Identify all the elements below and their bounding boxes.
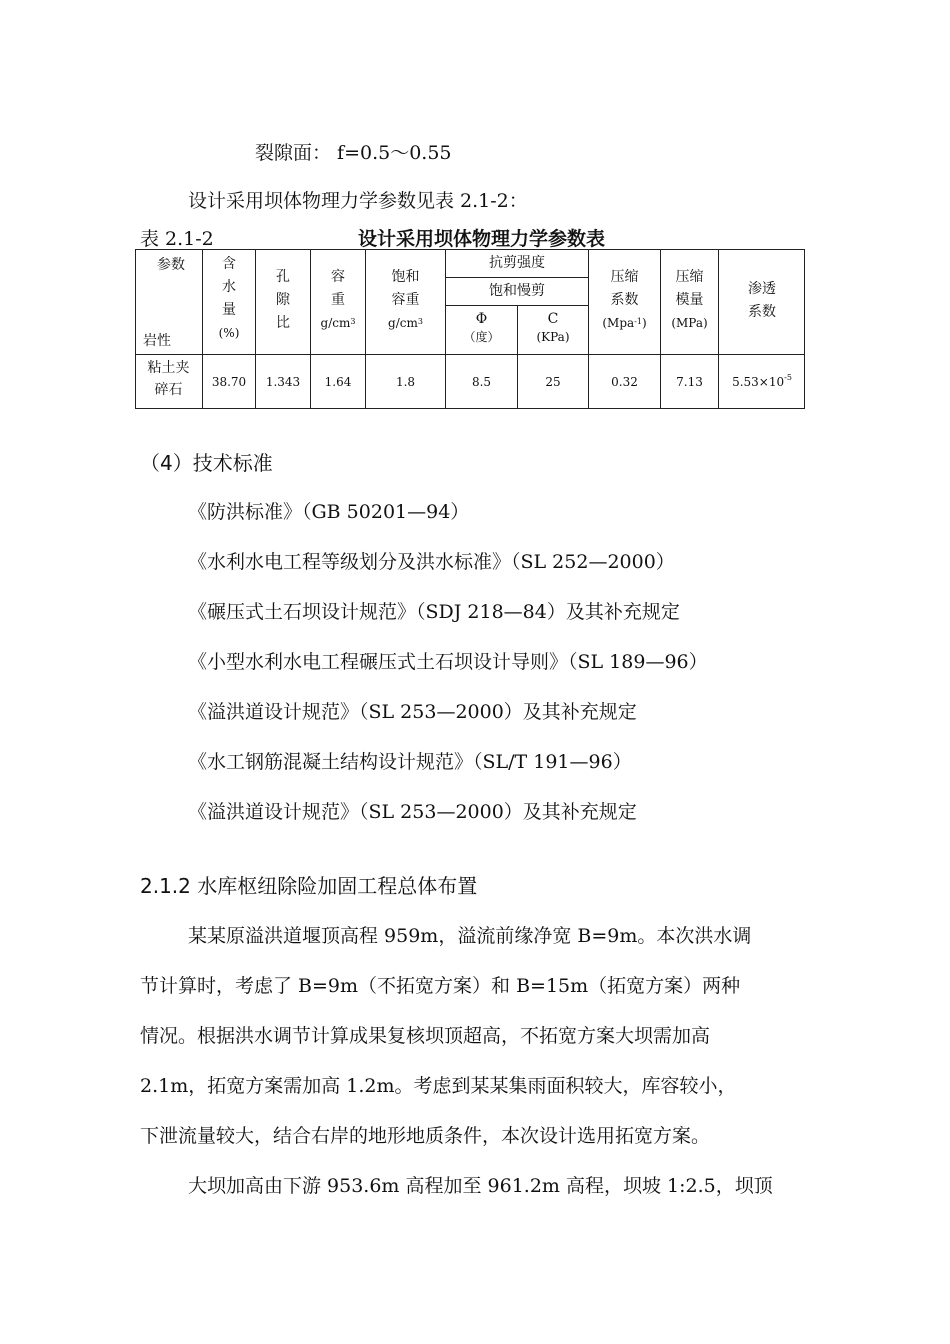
header-saturated-slow-shear: 饱和慢剪	[489, 283, 545, 299]
standard-item: 《碾压式土石坝设计规范》（SDJ 218—84）及其补充规定	[188, 601, 680, 623]
body-line: 下泄流量较大，结合右岸的地形地质条件，本次设计选用拓宽方案。	[140, 1125, 711, 1147]
cell-compression-coefficient: 0.32	[611, 375, 638, 389]
header-water-content: 含 水 量 (%)	[218, 256, 240, 340]
header-compression-modulus: 压缩 模量 (MPa)	[671, 269, 708, 330]
header-unit-weight: 容 重 $g/cm^3$	[320, 269, 356, 330]
standard-item: 《溢洪道设计规范》（SL 253—2000）及其补充规定	[188, 801, 637, 823]
header-phi: Φ （度）	[463, 311, 500, 345]
standard-item: 《水利水电工程等级划分及洪水标准》（SL 252—2000）	[188, 551, 675, 573]
cell-cohesion: 25	[545, 375, 561, 389]
body-line: 节计算时，考虑了 B=9m（不拓宽方案）和 B=15m（拓宽方案）两种	[140, 975, 741, 997]
cell-compression-modulus: 7.13	[676, 375, 703, 389]
section-heading: 2.1.2 水库枢纽除险加固工程总体布置	[140, 874, 478, 898]
header-cohesion: C (KPa)	[536, 311, 570, 345]
cell-saturated-unit-weight: 1.8	[395, 375, 416, 389]
body-line: 某某原溢洪道堰顶高程 959m，溢流前缘净宽 B=9m。本次洪水调	[188, 925, 752, 947]
header-shear-strength: 抗剪强度	[489, 255, 545, 271]
cell-void-ratio: 1.343	[265, 375, 301, 389]
standard-item: 《水工钢筋混凝土结构设计规范》（SL/T 191—96）	[188, 751, 632, 773]
standard-item: 《防洪标准》（GB 50201—94）	[188, 501, 470, 523]
parameter-table	[135, 249, 805, 409]
fissure-line: 裂隙面： f=0.5～0.55	[255, 142, 452, 164]
body-line: 大坝加高由下游 953.6m 高程加至 961.2m 高程，坝坡 1:2.5，坝顶	[188, 1175, 773, 1197]
header-permeability: 渗透 系数	[748, 281, 776, 320]
table-intro-line: 设计采用坝体物理力学参数见表 2.1-2：	[188, 190, 528, 212]
header-saturated-unit-weight: 饱和 容重 $g/cm^3$	[388, 269, 423, 330]
cell-water-content: 38.70	[211, 375, 247, 389]
header-void-ratio: 孔 隙 比	[276, 269, 290, 331]
body-line: 情况。根据洪水调节计算成果复核坝顶超高，不拓宽方案大坝需加高	[140, 1025, 711, 1047]
cell-permeability: $5.53\times 10^{-5}$	[732, 373, 792, 389]
table-title: 设计采用坝体物理力学参数表	[358, 228, 606, 250]
header-compression-coefficient: 压缩 系数 (Mpa$^{-1}$)	[602, 269, 647, 330]
standard-item: 《溢洪道设计规范》（SL 253—2000）及其补充规定	[188, 701, 637, 723]
body-line: 2.1m，拓宽方案需加高 1.2m。考虑到某某集雨面积较大，库容较小，	[140, 1075, 737, 1097]
header-corner-lithology: 岩性	[143, 333, 171, 349]
standards-heading: （4）技术标准	[140, 451, 273, 475]
row-lithology-name: 粘土夹 碎石	[147, 360, 190, 398]
header-corner-param: 参数	[157, 257, 185, 273]
table-number: 表 2.1-2	[140, 228, 214, 250]
cell-unit-weight: 1.64	[324, 375, 352, 389]
standard-item: 《小型水利水电工程碾压式土石坝设计导则》（SL 189—96）	[188, 651, 708, 673]
cell-phi: 8.5	[471, 375, 492, 389]
